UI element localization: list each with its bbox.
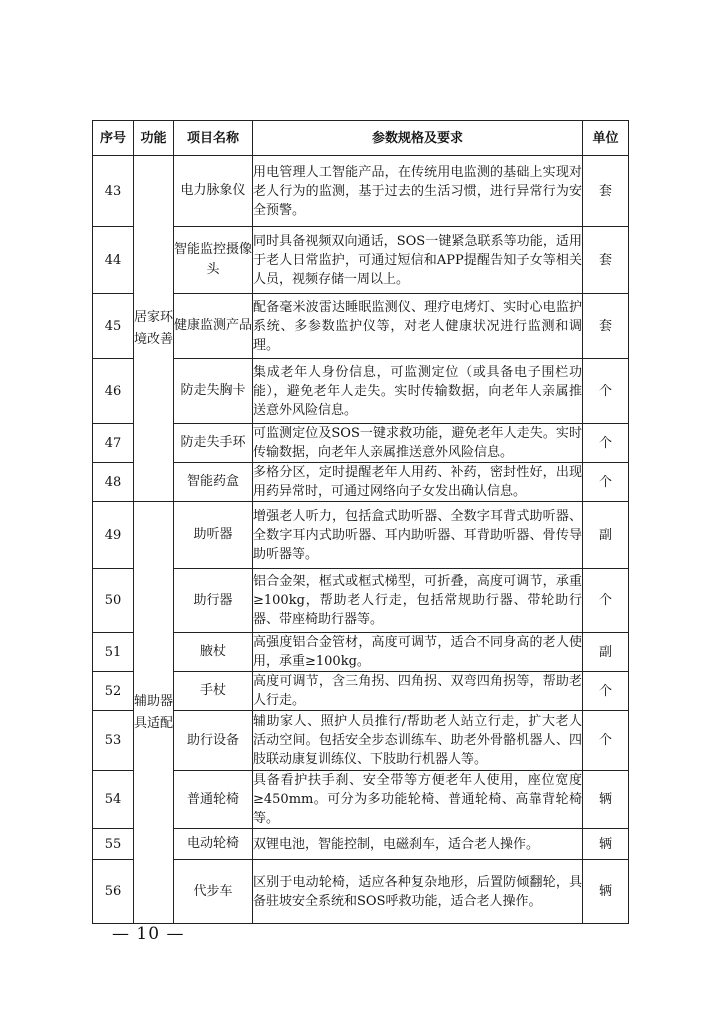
unit-cell: 个: [583, 463, 629, 502]
row-index: 52: [93, 672, 134, 711]
table-body: [93, 156, 629, 924]
table-row: [93, 771, 629, 829]
row-index: 55: [93, 829, 134, 860]
header-function: 功能: [134, 121, 174, 156]
row-index: 43: [93, 156, 134, 227]
item-name-cell: 电力脉象仪: [174, 156, 253, 227]
table-row: [93, 502, 629, 569]
item-name-cell: 助行设备: [174, 711, 253, 771]
spec-cell: 高度可调节，含三角拐、四角拐、双弯四角拐等，帮助老人行走。: [253, 672, 583, 711]
unit-cell: 辆: [583, 829, 629, 860]
table-row: [93, 860, 629, 924]
table-row: [93, 227, 629, 294]
row-index: 48: [93, 463, 134, 502]
spec-cell: 同时具备视频双向通话，SOS一键紧急联系等功能，适用于老人日常监护，可通过短信和APP提醒告知子女等相关人员，视频存储一周以上。: [253, 227, 583, 294]
unit-cell: 个: [583, 711, 629, 771]
unit-cell: 个: [583, 672, 629, 711]
item-name-cell: 助行器: [174, 569, 253, 633]
row-index: 45: [93, 294, 134, 359]
row-index: 51: [93, 633, 134, 672]
function-group-cell: 居家环境改善: [134, 156, 174, 502]
row-index: 53: [93, 711, 134, 771]
unit-cell: 副: [583, 502, 629, 569]
table-row: [93, 829, 629, 860]
row-index: 46: [93, 359, 134, 424]
spec-cell: 铝合金架，框式或框式梯型，可折叠，高度可调节，承重≥100kg，帮助老人行走，包括常规助行器、带轮助行器、带座椅助行器等。: [253, 569, 583, 633]
item-name-cell: 电动轮椅: [174, 829, 253, 860]
row-index: 49: [93, 502, 134, 569]
table-row: [93, 156, 629, 227]
header-item-name: 项目名称: [174, 121, 253, 156]
row-index: 50: [93, 569, 134, 633]
item-name-cell: 防走失手环: [174, 424, 253, 463]
spec-cell: 具备看护扶手刹、安全带等方便老年人使用，座位宽度≥450mm。可分为多功能轮椅、普通轮椅、高靠背轮椅等。: [253, 771, 583, 829]
item-name-cell: 防走失胸卡: [174, 359, 253, 424]
item-name-cell: 代步车: [174, 860, 253, 924]
row-index: 44: [93, 227, 134, 294]
unit-cell: 个: [583, 424, 629, 463]
table-row: [93, 633, 629, 672]
unit-cell: 套: [583, 156, 629, 227]
table-row: [93, 424, 629, 463]
table-row: [93, 463, 629, 502]
item-name-cell: 腋杖: [174, 633, 253, 672]
item-name-cell: 智能药盒: [174, 463, 253, 502]
spec-cell: 用电管理人工智能产品，在传统用电监测的基础上实现对老人行为的监测，基于过去的生活习惯，进行异常行为安全预警。: [253, 156, 583, 227]
row-index: 47: [93, 424, 134, 463]
row-index: 56: [93, 860, 134, 924]
unit-cell: 副: [583, 633, 629, 672]
header-spec: 参数规格及要求: [253, 121, 583, 156]
table-row: [93, 569, 629, 633]
unit-cell: 辆: [583, 860, 629, 924]
spec-cell: 辅助家人、照护人员推行/帮助老人站立行走，扩大老人活动空间。包括安全步态训练车、助老外骨骼机器人、四肢联动康复训练仪、下肢助行机器人等。: [253, 711, 583, 771]
header-unit: 单位: [583, 121, 629, 156]
page-number: — 10 —: [112, 924, 185, 944]
header-index: 序号: [93, 121, 134, 156]
spec-cell: 双锂电池，智能控制，电磁刹车，适合老人操作。: [253, 829, 583, 860]
unit-cell: 套: [583, 294, 629, 359]
unit-cell: 套: [583, 227, 629, 294]
function-group-cell: 辅助器具适配: [134, 502, 174, 924]
spec-cell: 区别于电动轮椅，适应各种复杂地形，后置防倾翻轮，具备驻坡安全系统和SOS呼救功能，适合老人操作。: [253, 860, 583, 924]
spec-cell: 增强老人听力，包括盒式助听器、全数字耳背式助听器、全数字耳内式助听器、耳内助听器、耳背助听器、骨传导助听器等。: [253, 502, 583, 569]
item-name-cell: 手杖: [174, 672, 253, 711]
table-header-row: [93, 121, 629, 156]
unit-cell: 个: [583, 569, 629, 633]
item-name-cell: 普通轮椅: [174, 771, 253, 829]
item-name-cell: 助听器: [174, 502, 253, 569]
spec-cell: 多格分区，定时提醒老年人用药、补药，密封性好，出现用药异常时，可通过网络向子女发出确认信息。: [253, 463, 583, 502]
item-name-cell: 智能监控摄像头: [174, 227, 253, 294]
parameter-table: [92, 120, 629, 924]
item-name-cell: 健康监测产品: [174, 294, 253, 359]
spec-cell: 高强度铝合金管材，高度可调节，适合不同身高的老人使用，承重≥100kg。: [253, 633, 583, 672]
unit-cell: 个: [583, 359, 629, 424]
table-row: [93, 359, 629, 424]
spec-cell: 集成老年人身份信息，可监测定位（或具备电子围栏功能），避免老年人走失。实时传输数据，向老年人亲属推送意外风险信息。: [253, 359, 583, 424]
spec-cell: 配备毫米波雷达睡眠监测仪、理疗电烤灯、实时心电监护系统、多参数监护仪等，对老人健康状况进行监测和调理。: [253, 294, 583, 359]
row-index: 54: [93, 771, 134, 829]
spec-cell: 可监测定位及SOS一键求救功能，避免老年人走失。实时传输数据，向老年人亲属推送意外风险信息。: [253, 424, 583, 463]
unit-cell: 辆: [583, 771, 629, 829]
